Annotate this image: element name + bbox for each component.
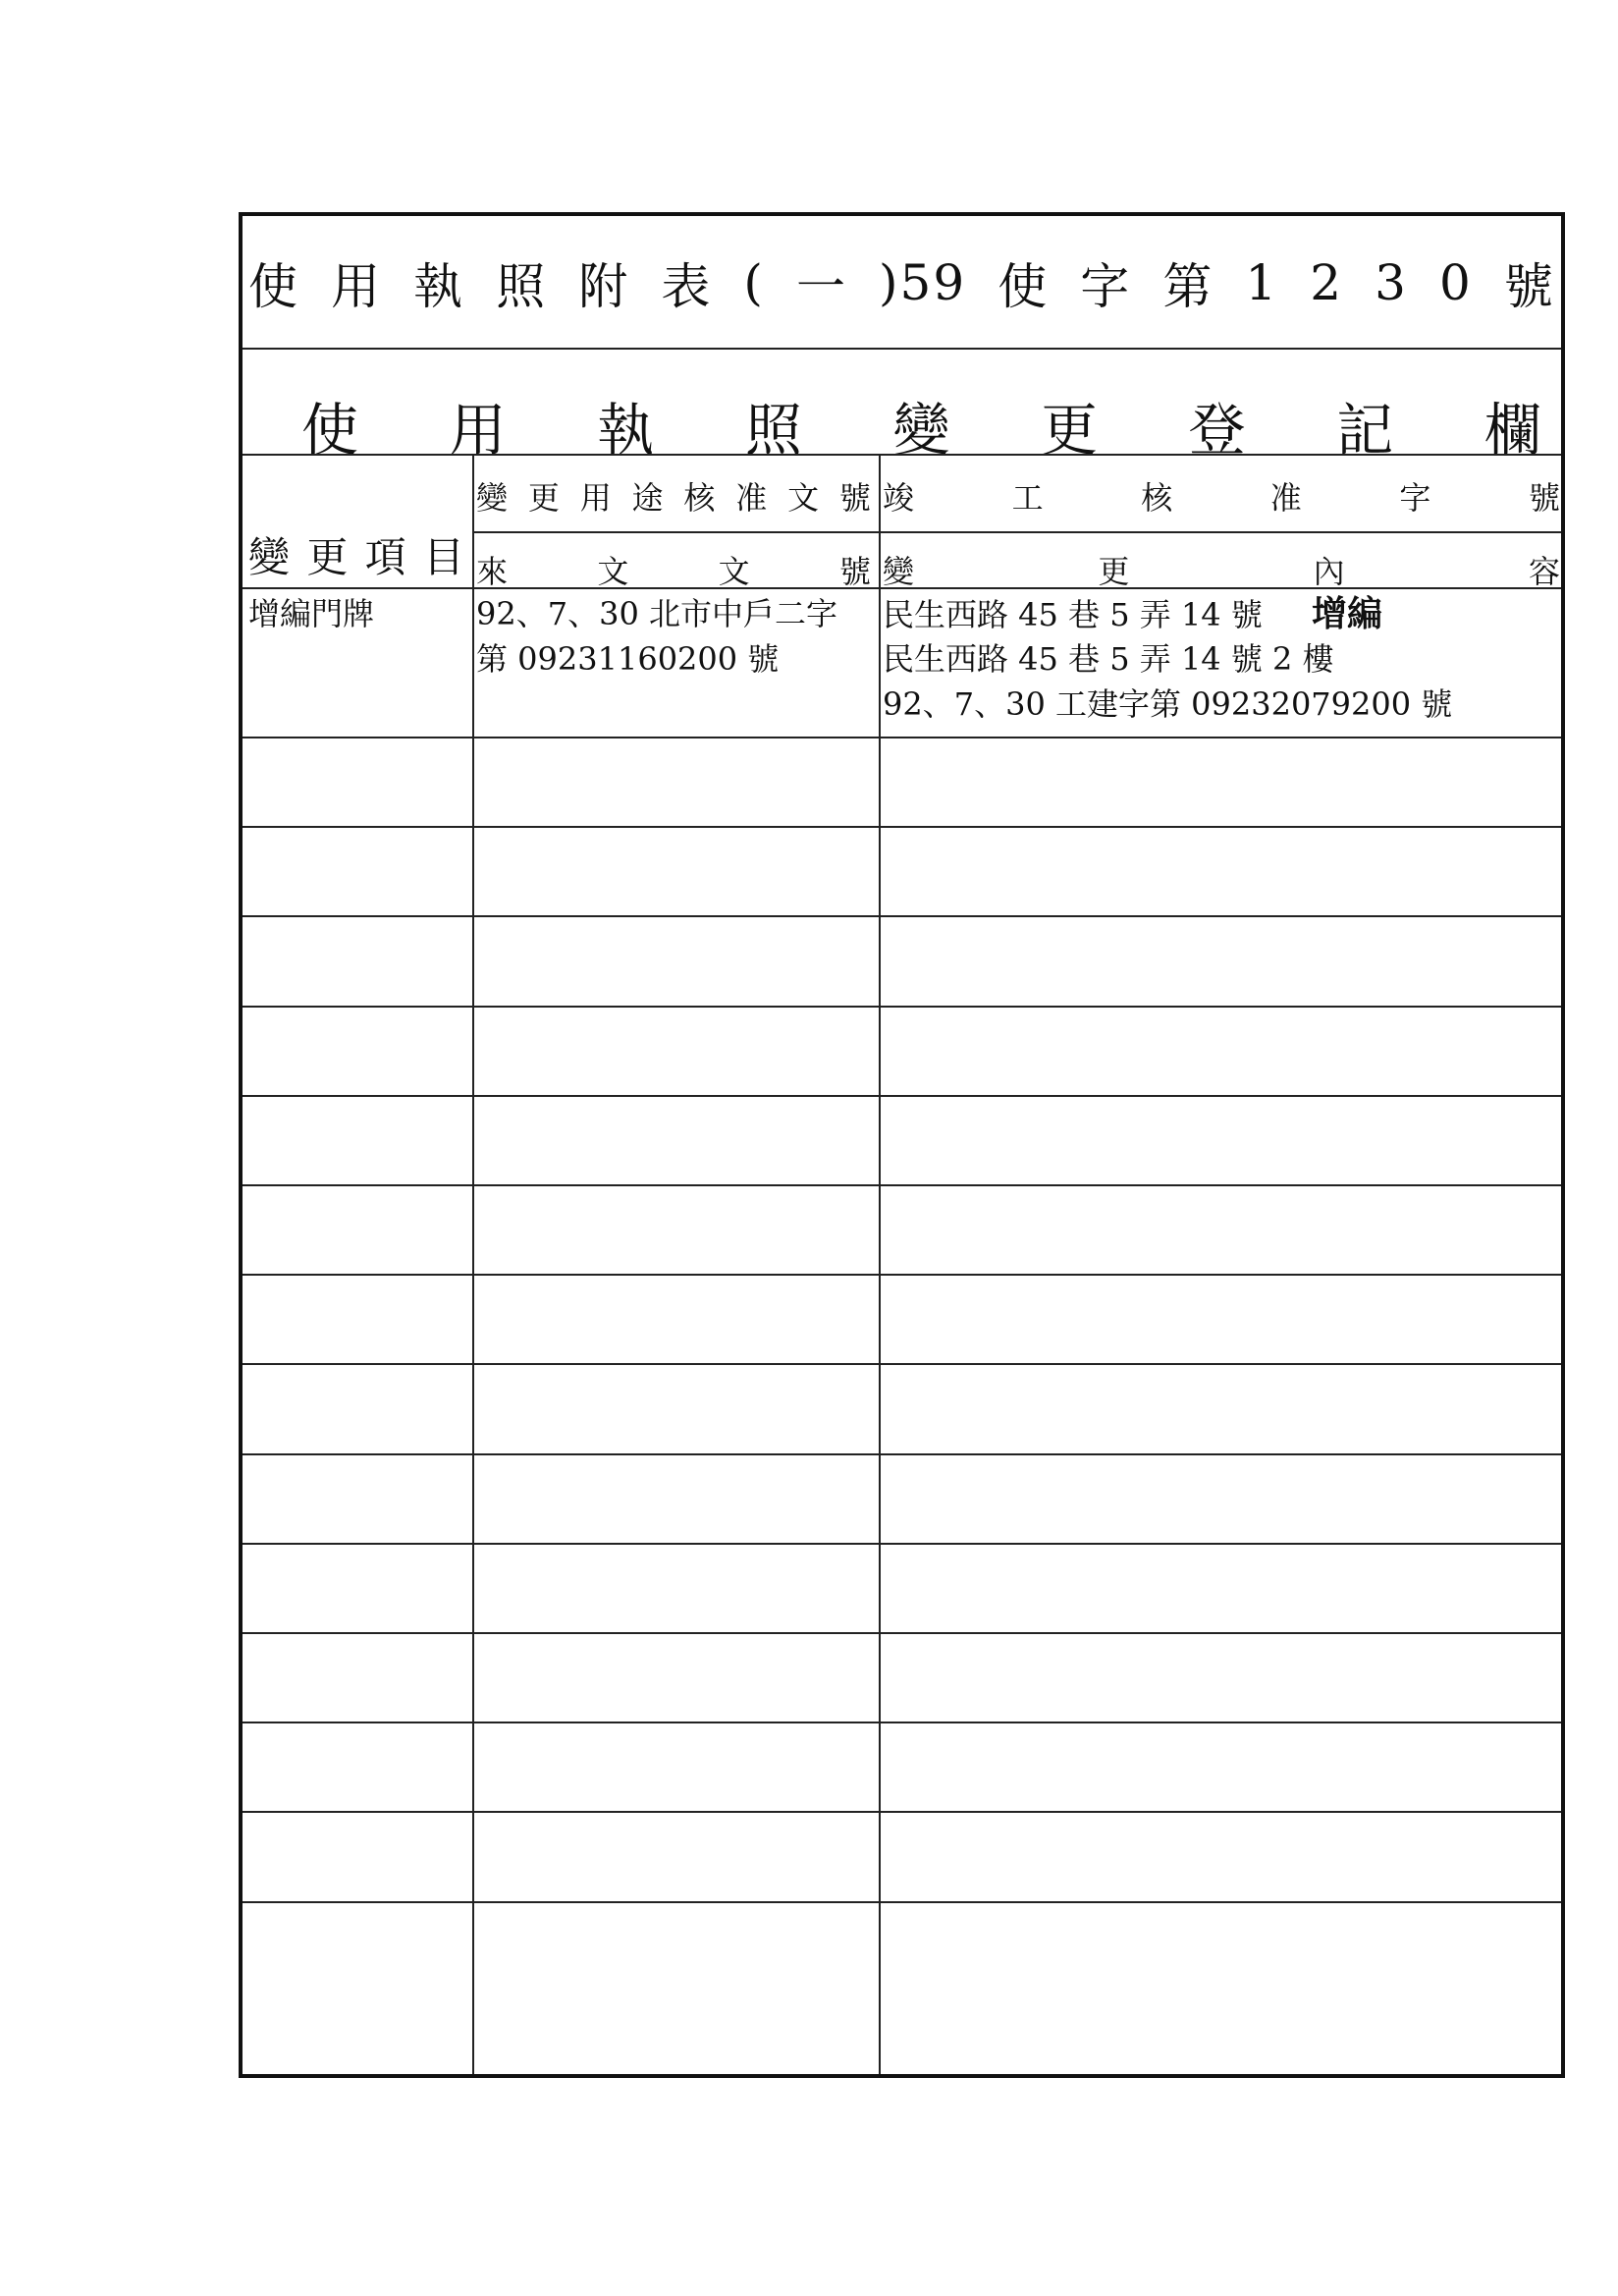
- title-char: 0: [1439, 254, 1473, 311]
- header-char: 竣: [883, 479, 915, 517]
- title-char: 用: [331, 258, 383, 315]
- header-char: 號: [838, 553, 871, 590]
- title-char: 號: [1503, 258, 1555, 315]
- title-char: 照: [496, 258, 548, 315]
- header-char: 更: [527, 479, 560, 517]
- title-char: 3: [1375, 254, 1408, 311]
- header-char: 文: [597, 553, 629, 590]
- header-char: 工: [1011, 479, 1044, 517]
- header-char: 文: [718, 553, 750, 590]
- title-char: 表: [661, 258, 713, 315]
- entry-item: 增編門牌: [248, 595, 375, 632]
- row-divider: [243, 1274, 1561, 1276]
- section-title-char: 欄: [1483, 397, 1541, 464]
- row-divider: [243, 1722, 1561, 1723]
- title-char: 第: [1162, 258, 1214, 315]
- row-divider: [243, 1363, 1561, 1365]
- row-divider: [243, 1632, 1561, 1634]
- entry-content-line1: [883, 591, 1382, 637]
- header-char: 容: [1528, 553, 1560, 590]
- column-divider: [472, 454, 474, 2074]
- row-divider: [243, 737, 1561, 738]
- section-title-char: 執: [597, 397, 655, 464]
- content-tag: 增編: [1312, 593, 1383, 634]
- entry-content-line3: 92、7、30 工建字第 09232079200 號: [883, 685, 1453, 723]
- header-char: 字: [1399, 479, 1431, 517]
- row-divider: [243, 915, 1561, 917]
- title-char: 1: [1245, 254, 1279, 311]
- entry-doc-line1: 92、7、30 北市中戶二字: [476, 595, 837, 632]
- section-title-char: 用: [449, 397, 507, 464]
- section-title-char: 照: [744, 397, 802, 464]
- row-divider: [243, 1901, 1561, 1903]
- title-char: )59: [879, 254, 967, 311]
- header-char: 用: [579, 479, 612, 517]
- title-char: 附: [578, 258, 630, 315]
- divider: [473, 531, 1561, 533]
- entry-doc-line2: 第 09231160200 號: [476, 640, 780, 678]
- divider: [243, 348, 1561, 350]
- header-char: 項: [364, 533, 406, 581]
- document-title: [248, 234, 1555, 332]
- column-divider: [879, 454, 881, 2074]
- title-char: 使: [248, 258, 299, 315]
- header-approval-doc-no: [476, 462, 871, 530]
- row-divider: [243, 1095, 1561, 1097]
- header-char: 准: [735, 479, 768, 517]
- content-address: 民生西路 45 巷 5 弄 14 號: [883, 596, 1263, 633]
- row-divider: [243, 1543, 1561, 1545]
- header-char: 內: [1313, 553, 1345, 590]
- row-divider: [243, 1453, 1561, 1455]
- section-title-char: 記: [1336, 397, 1394, 464]
- title-char: 使: [998, 258, 1050, 315]
- header-char: 來: [476, 553, 509, 590]
- divider: [243, 454, 1561, 456]
- header-char: 變: [476, 479, 509, 517]
- header-char: 號: [838, 479, 871, 517]
- header-char: 更: [1098, 553, 1130, 590]
- header-char: 目: [422, 533, 464, 581]
- registration-table: [239, 212, 1565, 2078]
- section-title-char: 變: [892, 397, 950, 464]
- header-char: 變: [248, 533, 291, 581]
- row-divider: [243, 1006, 1561, 1008]
- title-char: (: [743, 254, 765, 311]
- header-completion-approval-no: [883, 462, 1560, 530]
- header-char: 文: [787, 479, 820, 517]
- row-divider: [243, 1184, 1561, 1186]
- header-char: 變: [883, 553, 915, 590]
- section-title-char: 登: [1188, 397, 1246, 464]
- header-char: 途: [631, 479, 664, 517]
- section-title-char: 更: [1041, 397, 1099, 464]
- title-char: 2: [1310, 254, 1344, 311]
- row-divider: [243, 1811, 1561, 1813]
- header-char: 核: [1141, 479, 1173, 517]
- header-char: 號: [1528, 479, 1560, 517]
- header-char: 更: [306, 533, 349, 581]
- title-char: 一: [795, 258, 847, 315]
- header-char: 准: [1269, 479, 1302, 517]
- row-divider: [243, 826, 1561, 828]
- entry-content-line2: 民生西路 45 巷 5 弄 14 號 2 樓: [883, 640, 1334, 678]
- header-char: 核: [683, 479, 716, 517]
- title-char: 字: [1080, 258, 1132, 315]
- section-title-char: 使: [301, 397, 359, 464]
- title-char: 執: [413, 258, 465, 315]
- divider: [243, 587, 1561, 589]
